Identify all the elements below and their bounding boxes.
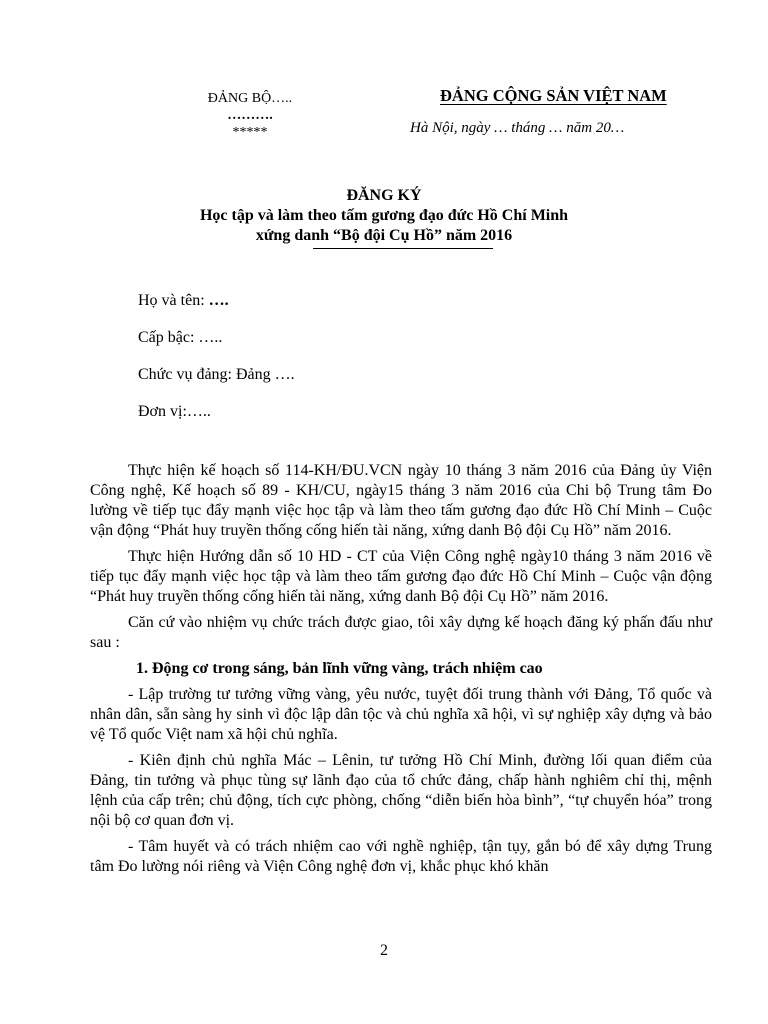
name-field [138, 292, 295, 329]
date-line: Hà Nội, ngày … tháng … năm 20… [410, 120, 625, 136]
header-asterisks: ***** [232, 125, 268, 140]
party-committee-header [190, 90, 310, 141]
unit-field: Đơn vị:….. [138, 403, 211, 420]
party-name: ĐẢNG CỘNG SẢN VIỆT NAM [440, 86, 667, 105]
paragraph-guidance: Thực hiện Hướng dẫn số 10 HD - CT của Viện Công nghệ ngày10 tháng 3 năm 2016 về tiếp tục đẩy mạnh việc học tập và làm theo tấm gương đạo đức Hồ Chí Minh – Cuộc vận động “Phát huy truyền thống cống hiến tài năng, xứng danh Bộ đội Cụ Hồ” năm 2016. [90, 548, 712, 605]
party-committee-name: ĐẢNG BỘ….. [207, 91, 293, 106]
position-field: Chức vụ đảng: Đảng …. [138, 366, 295, 383]
paragraph-item-2: - Kiên định chủ nghĩa Mác – Lênin, tư tưởng Hồ Chí Minh, đường lối quan điểm của Đảng, tin tưởng và phục tùng sự lãnh đạo của tổ chức đảng, chấp hành nghiêm chỉ thị, mệnh lệnh của cấp trên; chủ động, tích cực phòng, chống “diễn biến hòa bình”, “tự chuyển hóa” trong nội bộ cơ quan đơn vị. [90, 752, 712, 829]
paragraph-item-1: - Lập trường tư tưởng vững vàng, yêu nước, tuyệt đối trung thành với Đảng, Tổ quốc và nhân dân, sẵn sàng hy sinh vì độc lập dân tộc và chủ nghĩa xã hội, vì sự nghiệp xây dựng và bảo vệ Tổ quốc Việt nam xã hội chủ nghĩa. [90, 686, 712, 743]
national-header [410, 86, 710, 137]
rank-field: Cấp bậc: ….. [138, 329, 223, 346]
paragraph-plan-basis: Thực hiện kế hoạch số 114-KH/ĐU.VCN ngày 10 tháng 3 năm 2016 của Đảng ủy Viện Công nghệ, Kế hoạch số 89 - KH/CU, ngày15 tháng 3 năm 2016 của Chi bộ Trung tâm Đo lường về tiếp tục đẩy mạnh việc học tập và làm theo tấm gương đạo đức Hồ Chí Minh – Cuộc vận động “Phát huy truyền thống cống hiến tài năng, xứng danh Bộ đội Cụ Hồ” năm 2016. [90, 462, 712, 539]
page-number: 2 [380, 942, 388, 959]
paragraph-intro: Căn cứ vào nhiệm vụ chức trách được giao, tôi xây dựng kế hoạch đăng ký phấn đấu như sau : [90, 614, 712, 651]
document-body [90, 461, 712, 883]
name-label: Họ và tên: [138, 292, 209, 309]
party-cell-name: ………. [227, 108, 273, 123]
title-line-2: Học tập và làm theo tấm gương đạo đức Hồ Chí Minh [199, 207, 569, 224]
title-underline [313, 248, 493, 249]
section-heading-1: 1. Động cơ trong sáng, bản lĩnh vững vàng, trách nhiệm cao [136, 660, 543, 677]
paragraph-item-3: - Tâm huyết và có trách nhiệm cao với nghề nghiệp, tận tụy, gắn bó để xây dựng Trung tâm Đo lường nói riêng và Viện Công nghệ đơn vị, khắc phục khó khăn [90, 838, 712, 875]
name-value: …. [208, 292, 229, 309]
title-line-1: ĐĂNG KÝ [346, 187, 422, 204]
personal-info [138, 292, 295, 440]
title-line-3: xứng danh “Bộ đội Cụ Hồ” năm 2016 [255, 227, 513, 244]
document-title [100, 186, 668, 246]
